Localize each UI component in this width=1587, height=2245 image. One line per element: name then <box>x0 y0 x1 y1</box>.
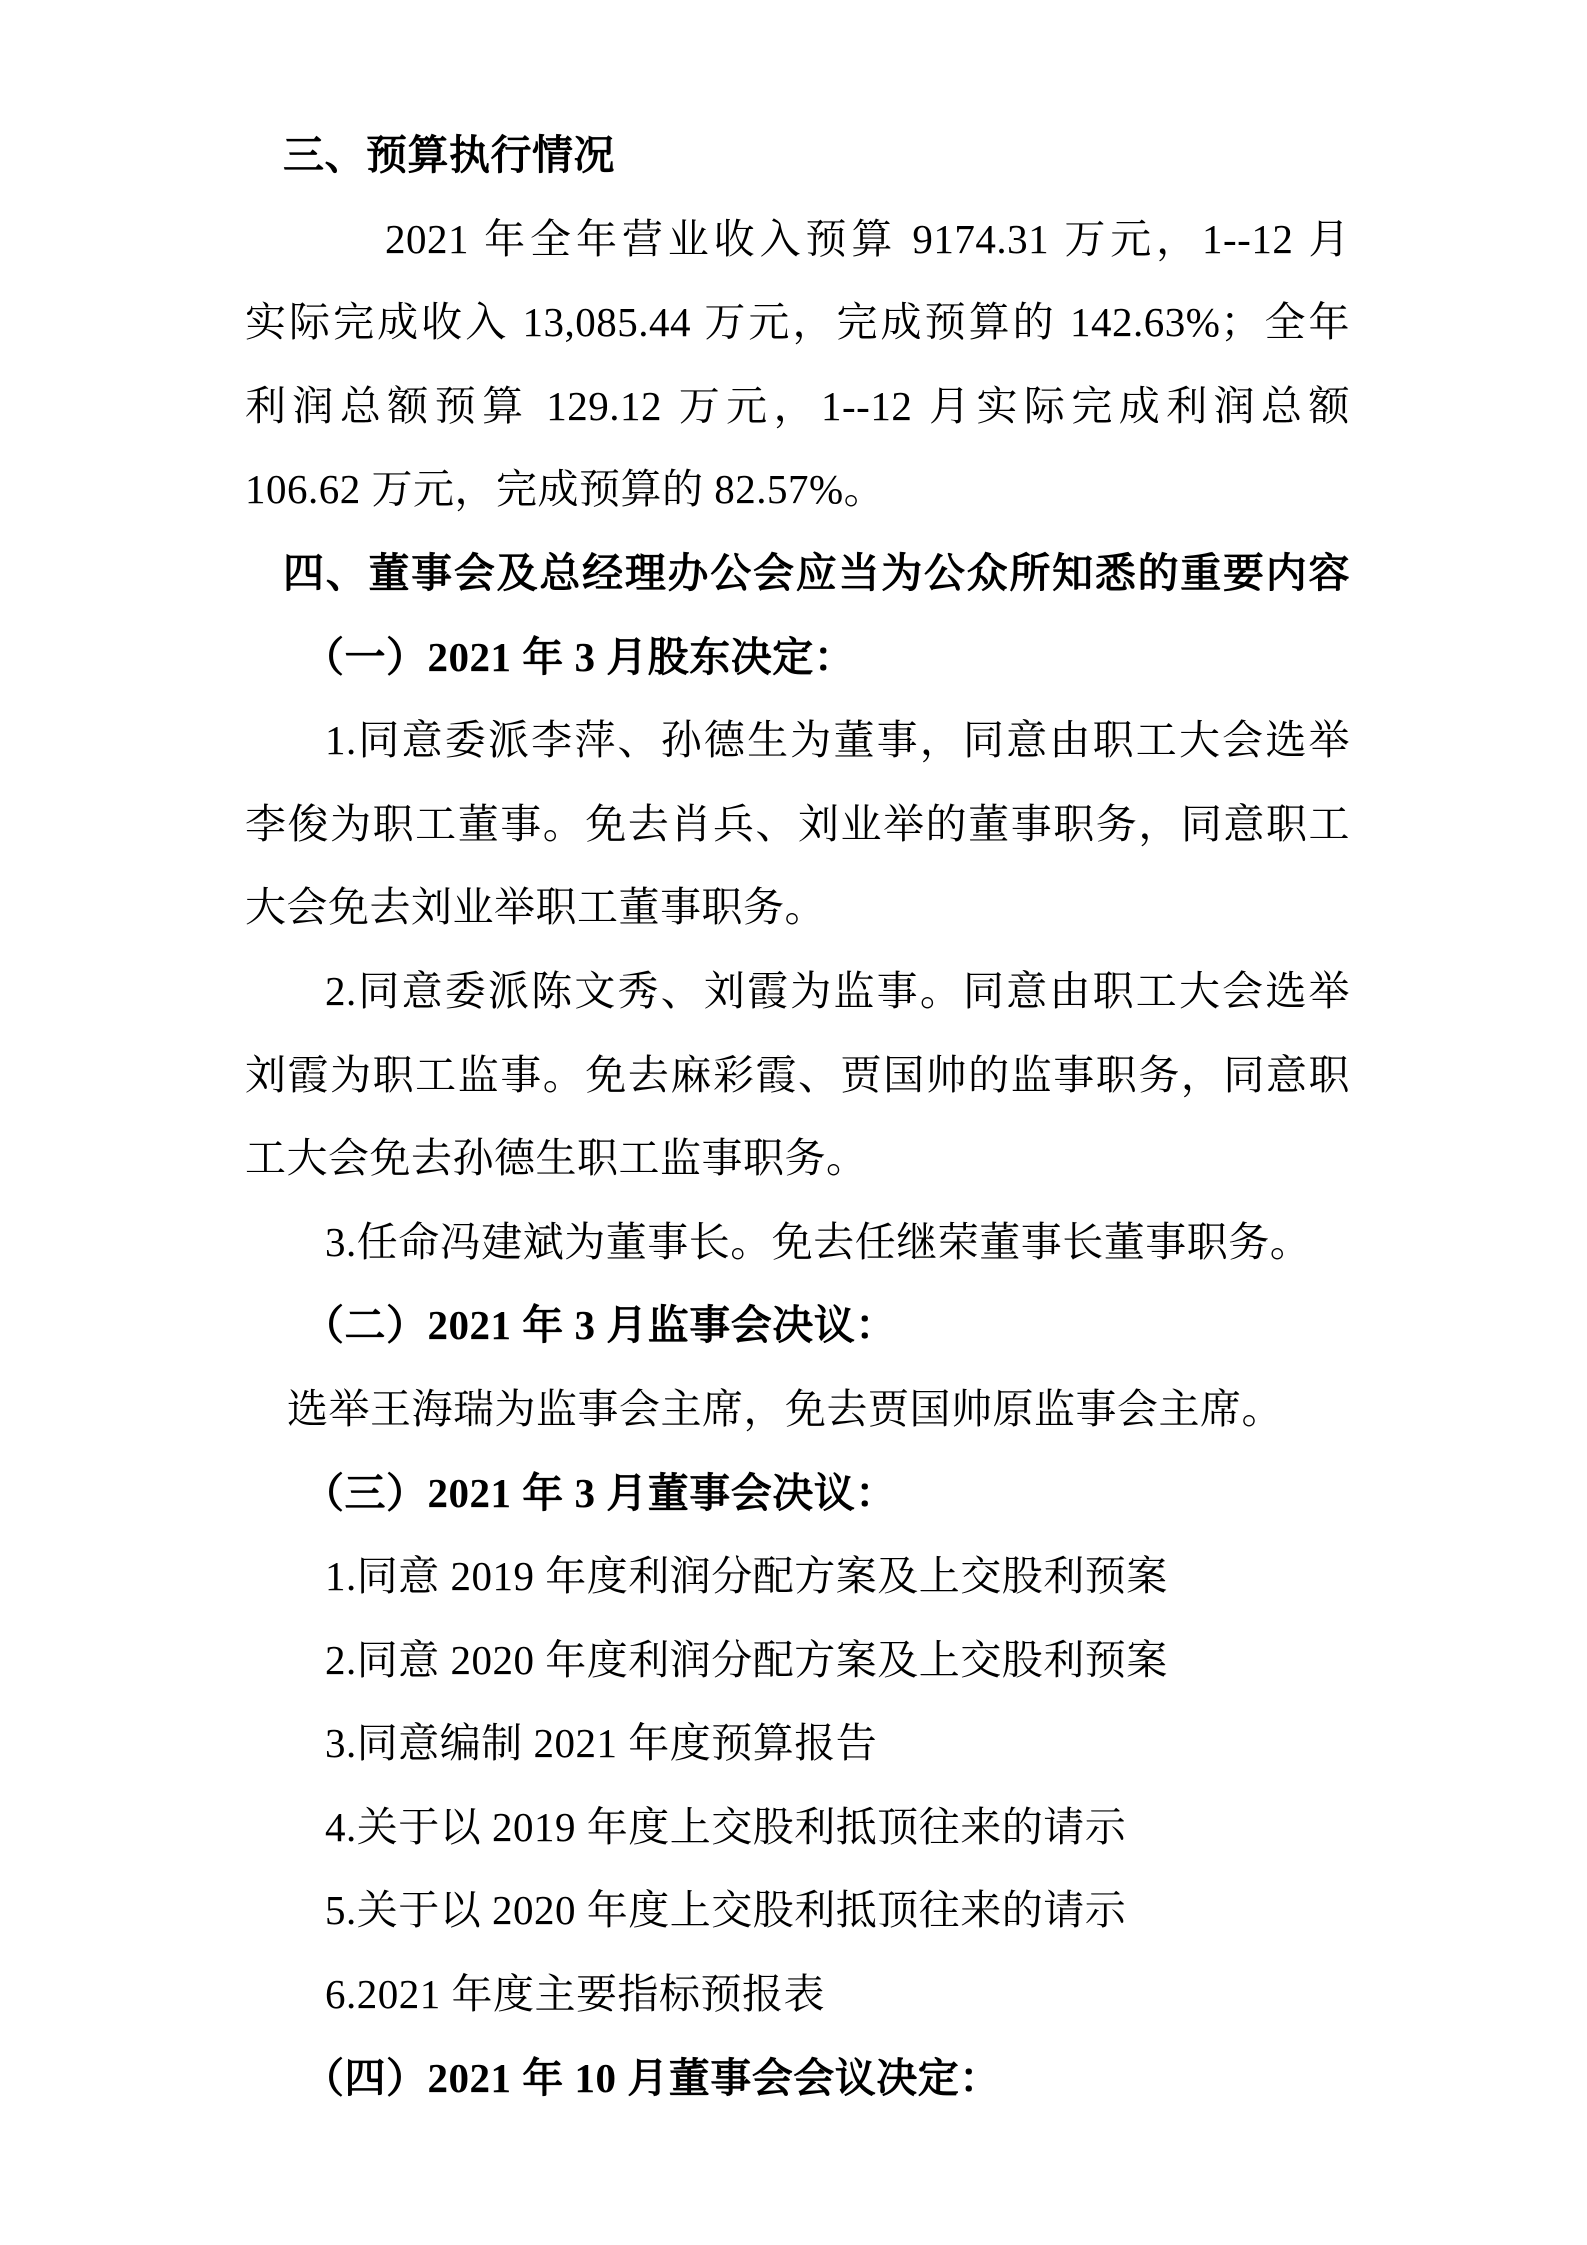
shareholder-item-2-line-2: 刘霞为职工监事。免去麻彩霞、贾国帅的监事职务，同意职 <box>245 1051 1350 1098</box>
section-heading-board-public-matters: 四、董事会及总经理办公会应当为公众所知悉的重要内容 <box>283 549 1350 596</box>
shareholder-item-1-line-1: 1.同意委派李萍、孙德生为董事，同意由职工大会选举 <box>325 717 1350 764</box>
budget-paragraph-line-2: 实际完成收入 13,085.44 万元，完成预算的 142.63%；全年 <box>245 299 1350 346</box>
subsection-heading-board-resolution-march: （三）2021 年 3 月董事会决议： <box>303 1469 897 1516</box>
shareholder-item-3: 3.任命冯建斌为董事长。免去任继荣董事长董事职务。 <box>325 1218 1312 1265</box>
supervisory-resolution-line: 选举王海瑞为监事会主席，免去贾国帅原监事会主席。 <box>287 1385 1283 1432</box>
subsection-heading-shareholder-decision: （一）2021 年 3 月股东决定： <box>303 633 856 680</box>
shareholder-item-2-line-1: 2.同意委派陈文秀、刘霞为监事。同意由职工大会选举 <box>325 967 1350 1014</box>
section-heading-budget-execution: 三、预算执行情况 <box>283 132 615 178</box>
board-resolution-item-1: 1.同意 2019 年度利润分配方案及上交股利预案 <box>325 1553 1168 1600</box>
shareholder-item-1-line-2: 李俊为职工董事。免去肖兵、刘业举的董事职务，同意职工 <box>245 800 1350 847</box>
budget-paragraph-line-1: 2021 年全年营业收入预算 9174.31 万元，1--12 月 <box>385 215 1350 262</box>
budget-paragraph-line-4: 106.62 万元，完成预算的 82.57%。 <box>245 466 886 513</box>
board-resolution-item-2: 2.同意 2020 年度利润分配方案及上交股利预案 <box>325 1636 1168 1683</box>
board-resolution-item-4: 4.关于以 2019 年度上交股利抵顶往来的请示 <box>325 1803 1127 1850</box>
shareholder-item-2-line-3: 工大会免去孙德生职工监事职务。 <box>245 1135 868 1182</box>
shareholder-item-1-line-3: 大会免去刘业举职工董事职务。 <box>245 884 826 931</box>
board-resolution-item-5: 5.关于以 2020 年度上交股利抵顶往来的请示 <box>325 1887 1127 1934</box>
budget-paragraph-line-3: 利润总额预算 129.12 万元，1--12 月实际完成利润总额 <box>245 382 1350 429</box>
subsection-heading-supervisory-resolution: （二）2021 年 3 月监事会决议： <box>303 1302 897 1349</box>
board-resolution-item-6: 6.2021 年度主要指标预报表 <box>325 1971 825 2018</box>
subsection-heading-board-decision-october: （四）2021 年 10 月董事会会议决定： <box>303 2054 1001 2101</box>
board-resolution-item-3: 3.同意编制 2021 年度预算报告 <box>325 1720 878 1767</box>
